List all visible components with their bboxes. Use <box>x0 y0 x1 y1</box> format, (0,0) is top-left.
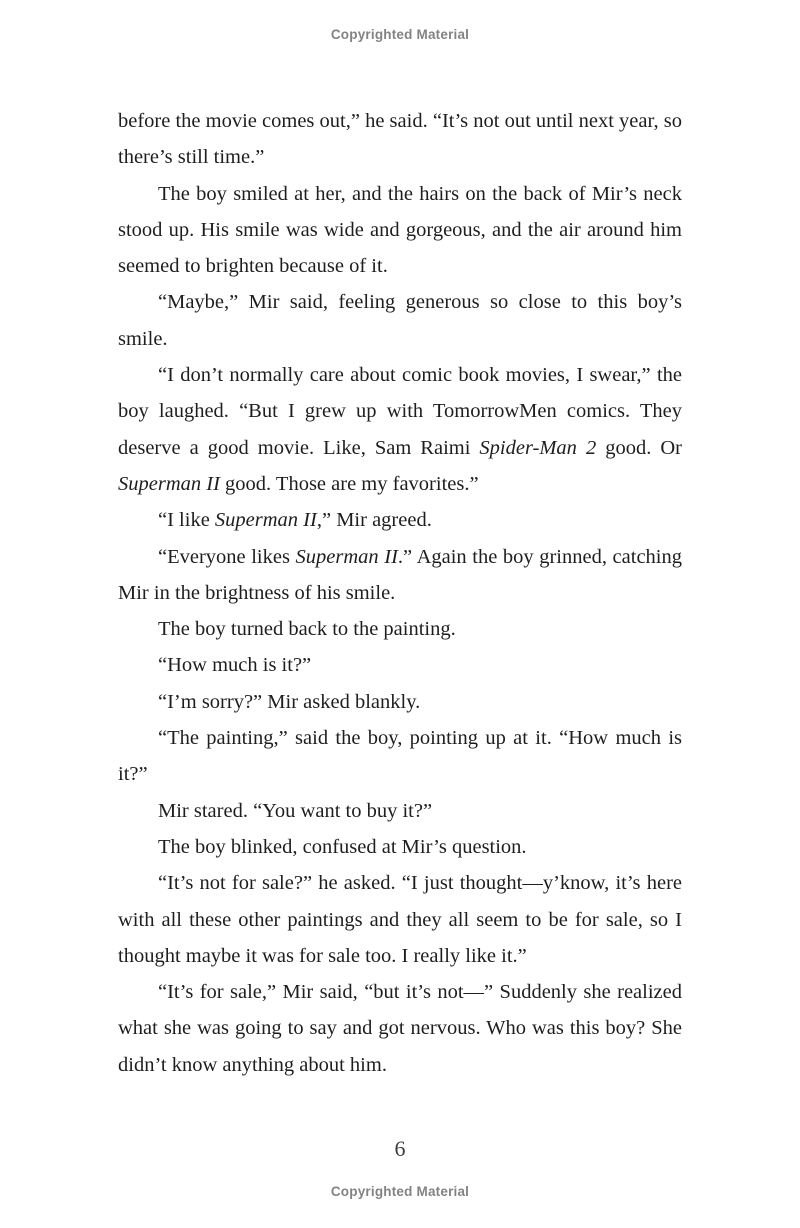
paragraph <box>118 357 682 502</box>
paragraph <box>118 284 682 357</box>
paragraph-text: “I don’t normally care about comic book movies, I swear,” the boy laughed. “But I grew up with TomorrowMen comics. They deserve a good movie. Like, Sam Raimi <box>118 364 682 459</box>
paragraph <box>118 793 682 829</box>
paragraph-text: “I like <box>158 509 215 532</box>
paragraph-text: “How much is it?” <box>158 654 312 677</box>
paragraph <box>118 539 682 612</box>
paragraph-text: good. Or <box>596 436 682 459</box>
paragraph-text: good. Those are my favorites.” <box>219 472 479 495</box>
paragraph-text: “It’s for sale,” Mir said, “but it’s not—” Suddenly she realized what she was going to say and got nervous. Who was this boy? She didn’t know anything about him. <box>118 981 682 1076</box>
paragraph <box>118 647 682 683</box>
paragraph <box>118 974 682 1083</box>
paragraph-text: “Maybe,” Mir said, feeling generous so close to this boy’s smile. <box>118 291 682 350</box>
paragraph-text: “Everyone likes <box>158 545 296 568</box>
paragraph <box>118 176 682 285</box>
italic-title-text: Spider-Man 2 <box>479 436 597 459</box>
paragraph-text: “It’s not for sale?” he asked. “I just thought—y’know, it’s here with all these other paintings and they all seem to be for sale, so I thought maybe it was for sale too. I really like it.” <box>118 872 682 967</box>
copyright-notice-bottom: Copyrighted Material <box>330 1184 470 1199</box>
paragraph <box>118 502 682 538</box>
copyright-notice-top: Copyrighted Material <box>330 27 470 42</box>
italic-title-text: Superman II <box>214 509 317 532</box>
paragraph-text: .” Again the boy grinned, catching Mir in the brightness of his smile. <box>118 545 682 604</box>
paragraph <box>118 684 682 720</box>
paragraph-text: “The painting,” said the boy, pointing up at it. “How much is it?” <box>118 727 682 786</box>
italic-title-text: Superman II <box>295 545 398 568</box>
paragraph <box>118 103 682 176</box>
italic-title-text: Superman II <box>118 472 220 495</box>
paragraph-text: The boy smiled at her, and the hairs on the back of Mir’s neck stood up. His smile was wide and gorgeous, and the air around him seemed to brighten because of it. <box>118 182 682 278</box>
body-text <box>118 103 682 1083</box>
paragraph <box>118 829 682 865</box>
paragraph-text: The boy turned back to the painting. <box>158 618 456 641</box>
paragraph-text: The boy blinked, confused at Mir’s question. <box>158 835 527 858</box>
paragraph <box>118 720 682 793</box>
paragraph <box>118 865 682 974</box>
paragraph <box>118 611 682 647</box>
paragraph-text: before the movie comes out,” he said. “It’s not out until next year, so there’s still time.” <box>118 110 682 169</box>
paragraph-text: Mir stared. “You want to buy it?” <box>158 799 433 822</box>
paragraph-text: “I’m sorry?” Mir asked blankly. <box>158 690 421 713</box>
page-number: 6 <box>394 1136 406 1161</box>
paragraph-text: ,” Mir agreed. <box>316 509 432 532</box>
